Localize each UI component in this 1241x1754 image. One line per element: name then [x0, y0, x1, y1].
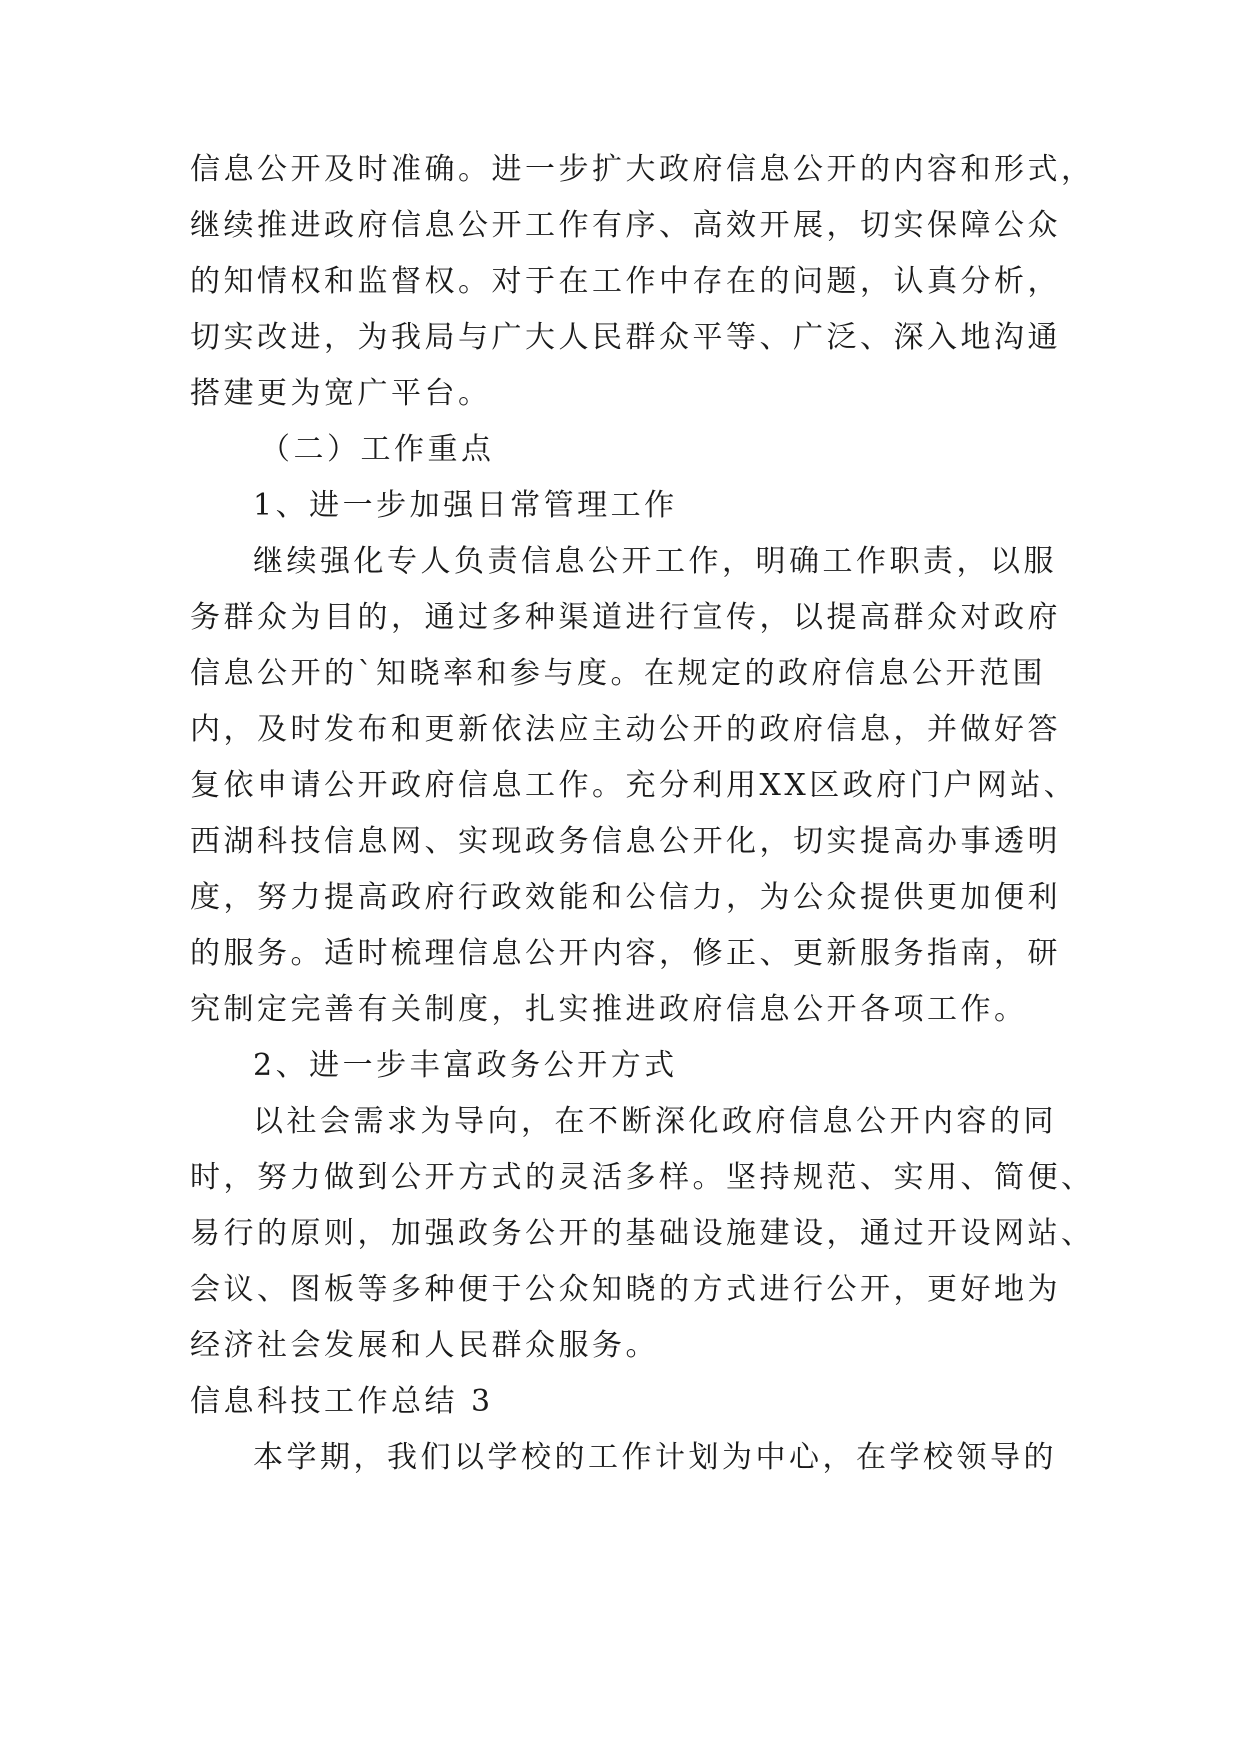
paragraph-line: 继续推进政府信息公开工作有序、高效开展，切实保障公众 [190, 208, 1061, 243]
paragraph-line: 时，努力做到公开方式的灵活多样。坚持规范、实用、简便、 [190, 1160, 1095, 1195]
paragraph-line: 切实改进，为我局与广大人民群众平等、广泛、深入地沟通 [190, 320, 1061, 355]
paragraph-line: 复依申请公开政府信息工作。充分利用XX区政府门户网站、 [190, 768, 1078, 803]
paragraph-line: 本学期，我们以学校的工作计划为中心，在学校领导的 [253, 1440, 1057, 1475]
paragraph-line: 西湖科技信息网、实现政务信息公开化，切实提高办事透明 [190, 824, 1061, 859]
paragraph-line: 内，及时发布和更新依法应主动公开的政府信息，并做好答 [190, 712, 1061, 747]
paragraph-line: 信息公开及时准确。进一步扩大政府信息公开的内容和形式， [190, 152, 1095, 187]
paragraph-line: 会议、图板等多种便于公众知晓的方式进行公开，更好地为 [190, 1272, 1061, 1307]
paragraph-line: 务群众为目的，通过多种渠道进行宣传，以提高群众对政府 [190, 600, 1061, 635]
paragraph-line: 信息公开的`知晓率和参与度。在规定的政府信息公开范围 [190, 656, 1046, 691]
subsection-heading: 1、进一步加强日常管理工作 [253, 488, 678, 523]
paragraph-line: 的服务。适时梳理信息公开内容，修正、更新服务指南，研 [190, 936, 1061, 971]
paragraph-line: 度，努力提高政府行政效能和公信力，为公众提供更加便利 [190, 880, 1061, 915]
paragraph-line: 究制定完善有关制度，扎实推进政府信息公开各项工作。 [190, 992, 1028, 1027]
paragraph-line: 继续强化专人负责信息公开工作，明确工作职责，以服 [253, 544, 1057, 579]
paragraph-line: 搭建更为宽广平台。 [190, 376, 492, 411]
subsection-heading: 2、进一步丰富政务公开方式 [253, 1048, 678, 1083]
paragraph-line: 经济社会发展和人民群众服务。 [190, 1328, 659, 1363]
paragraph-line: 的知情权和监督权。对于在工作中存在的问题，认真分析， [190, 264, 1061, 299]
section-heading: （二）工作重点 [260, 432, 495, 467]
paragraph-line: 以社会需求为导向，在不断深化政府信息公开内容的同 [253, 1104, 1057, 1139]
document-section-title: 信息科技工作总结 3 [190, 1384, 494, 1419]
paragraph-line: 易行的原则，加强政务公开的基础设施建设，通过开设网站、 [190, 1216, 1095, 1251]
